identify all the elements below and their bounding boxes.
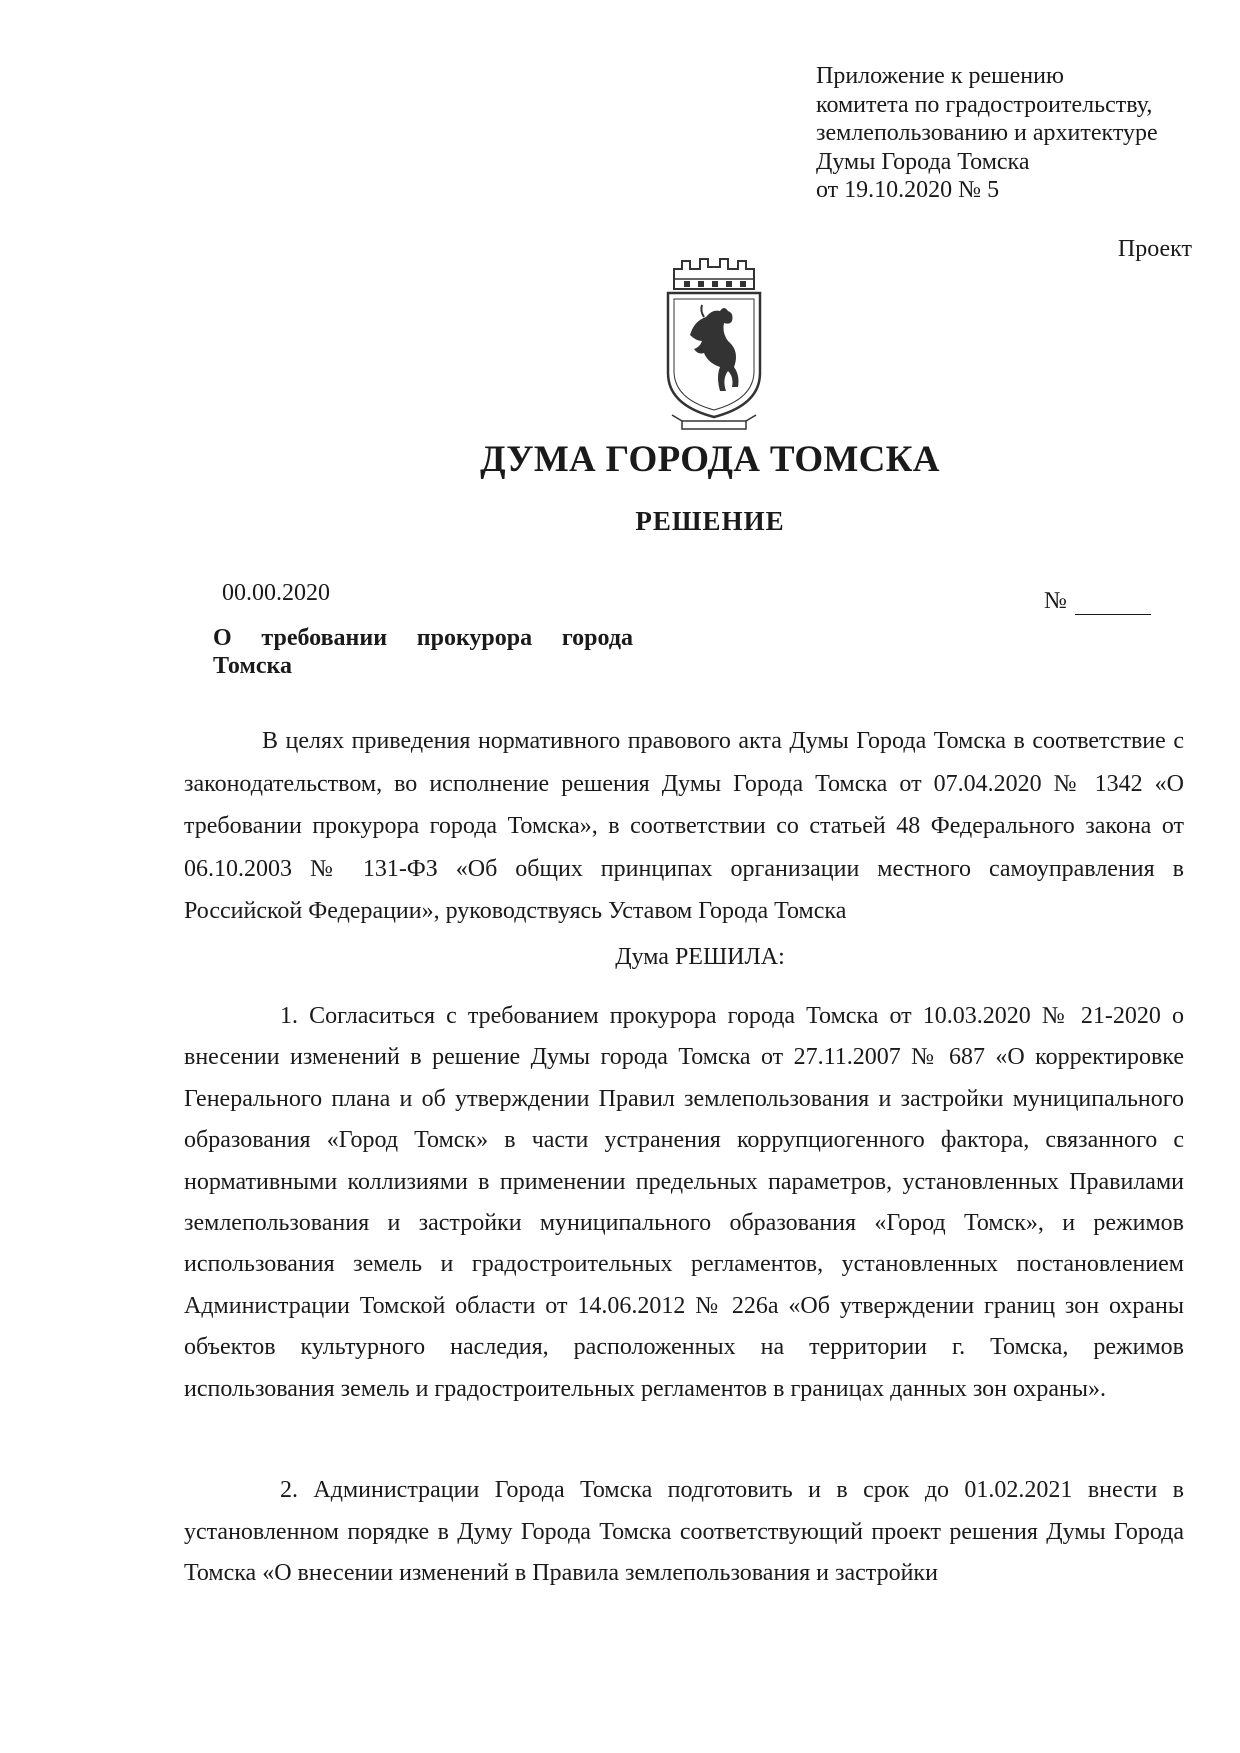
- subject-line: Томска: [213, 653, 292, 679]
- subject-word: прокурора: [416, 625, 533, 651]
- council-title: ДУМА ГОРОДА ТОМСКА: [480, 439, 940, 480]
- resolution-item-text: 1. Согласиться с требованием прокурора города Томска от 10.03.2020 № 21-2020 о внесении изменений в решение Думы города Томска от 27.11.2007 № 687 «О корректировке Генерального плана и об утверждении Правил землепользования и застройки муниципального образования «Город Томск» в части устранения коррупциогенного фактора, связанного с нормативными коллизиями в применении предельных параметров, установленных Правилами землепользования и застройки муниципального образования «Город Томск», и режимов использования земель и градостроительных регламентов, установленных постановлением Администрации Томской области от 14.06.2012 № 226а «Об утверждении границ зон охраны объектов культурного наследия, расположенных на территории г. Томска, режимов использования земель и градостроительных регламентов в границах данных зон охраны».: [184, 1003, 1184, 1402]
- document-subject: [213, 624, 633, 680]
- subject-word: требовании: [261, 625, 388, 651]
- preamble-paragraph: В целях приведения нормативного правового акта Думы Города Томска в соответствие с законодательством, во исполнение решения Думы Города Томска от 07.04.2020 № 1342 «О требовании прокурора города Томска», в соответствии со статьей 48 Федерального закона от 06.10.2003 № 131-ФЗ «Об общих принципах организации местного самоуправления в Российской Федерации», руководствуясь Уставом Города Томска: [184, 728, 1184, 924]
- subject-word: О: [213, 625, 232, 651]
- document-number: [1044, 588, 1151, 615]
- document-number-blank: [1075, 594, 1151, 615]
- draft-mark: Проект: [1117, 236, 1192, 262]
- subject-word: города: [561, 625, 633, 651]
- tomsk-coat-of-arms-icon: [660, 255, 768, 433]
- appendix-line: комитета по градостроительству,: [816, 91, 1153, 118]
- resolved-heading: Дума РЕШИЛА:: [615, 944, 785, 970]
- appendix-line: землепользованию и архитектуре: [816, 120, 1158, 147]
- appendix-line: Приложение к решению: [816, 63, 1064, 89]
- appendix-note: [816, 62, 1216, 205]
- resolution-item-text: 2. Администрации Города Томска подготовить и в срок до 01.02.2021 внести в установленном порядке в Думу Города Томска соответствующий проект решения Думы Города Томска «О внесении изменений в Правила землепользования и застройки: [184, 1477, 1184, 1586]
- resolution-item-2: [184, 1470, 1184, 1595]
- document-type: РЕШЕНИЕ: [635, 506, 785, 536]
- document-date: 00.00.2020: [222, 580, 330, 606]
- preamble: [184, 720, 1184, 933]
- appendix-line: Думы Города Томска: [816, 148, 1030, 175]
- document-number-label: №: [1044, 588, 1067, 614]
- appendix-line: от 19.10.2020 № 5: [816, 177, 1000, 204]
- resolution-item-1: [184, 996, 1184, 1410]
